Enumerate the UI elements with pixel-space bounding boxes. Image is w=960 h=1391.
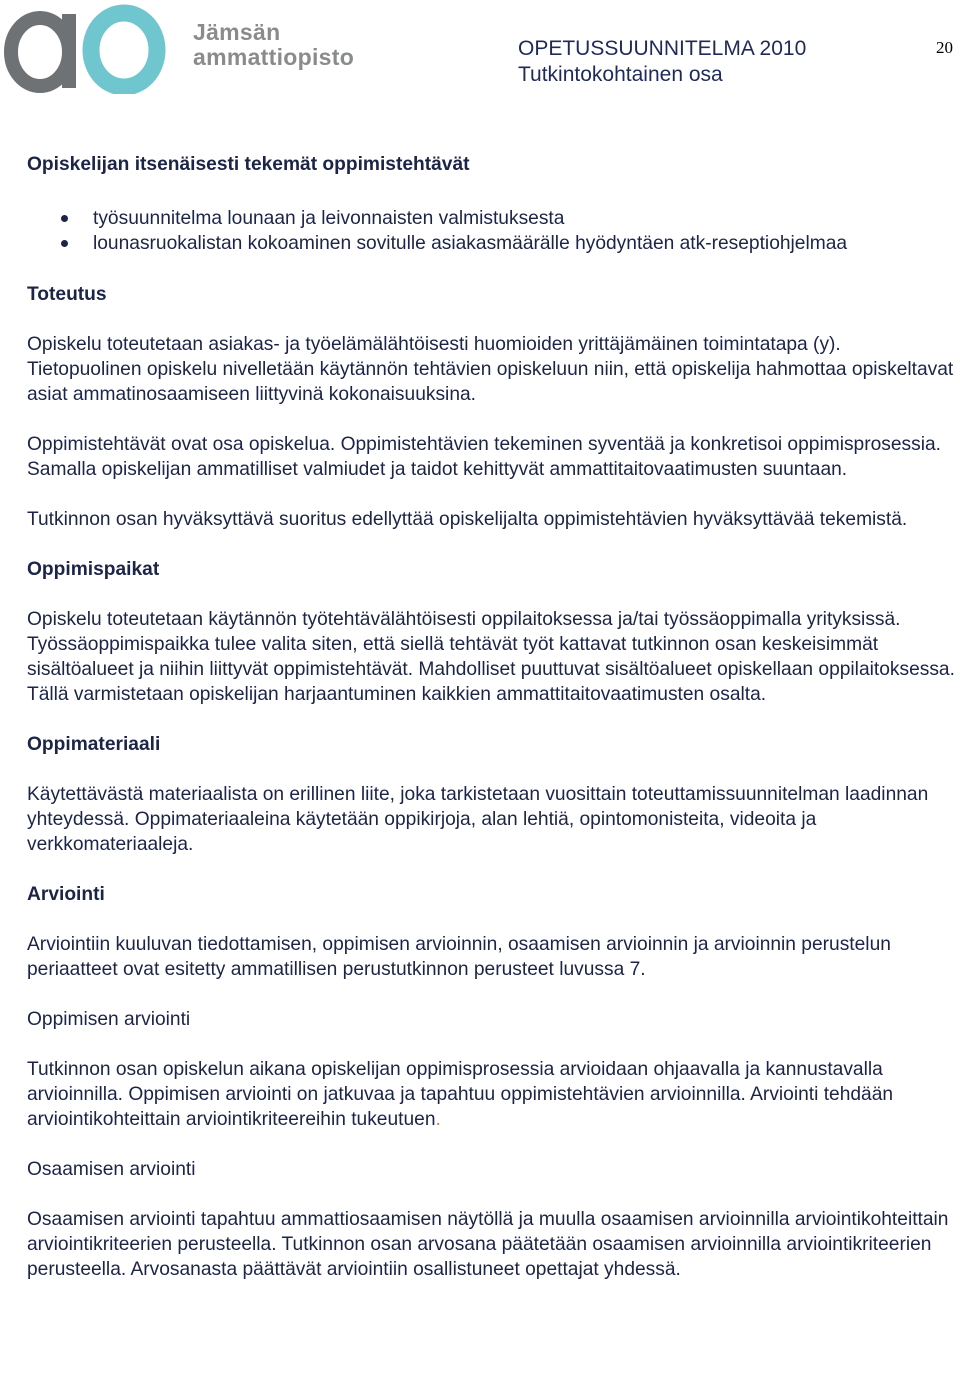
task-text: lounasruokalistan kokoaminen sovitulle asiakasmäärälle hyödyntäen atk-reseptiohjelmaa: [93, 233, 848, 254]
oppimispaikat-paragraph: Opiskelu toteutetaan käytännön työtehtävälähtöisesti oppilaitoksessa ja/tai työssäoppimalla yrityksissä. Työssäoppimispaikka tulee valita siten, että siellä tehtävät työt kattavat tutkinnon osan keskeisimmät sisältöalueet ja niihin liittyvät oppimistehtävät. Mahdolliset puuttuvat sisältöalueet opiskellaan oppilaitoksessa. Tällä varmistetaan opiskelijan harjaantuminen kaikkien ammattitaitovaatimusten osalta.: [27, 609, 955, 705]
period-mark: .: [435, 1109, 441, 1130]
page-header: [0, 0, 960, 100]
tasks-heading: Opiskelijan itsenäisesti tekemät oppimistehtävät: [27, 154, 470, 175]
osaamisen-arviointi-paragraph: Osaamisen arviointi tapahtuu ammattiosaamisen näytöllä ja muulla osaamisen arvioinnilla arviointikohteittain arviointikriteerien perusteella. Tutkinnon osan arvosana päätetään osaamisen arvioinnilla arviointikriteerien perusteella. Arvosanasta päättävät arviointiin osallistuneet opettajat yhdessä.: [27, 1209, 949, 1280]
oppimateriaali-paragraph: Käytettävästä materiaalista on erillinen liite, joka tarkistetaan vuosittain toteuttamissuunnitelman laadinnan yhteydessä. Oppimateriaaleina käytetään oppikirjoja, alan lehtiä, opintomonisteita, videoita ja verkkomateriaaleja.: [27, 784, 929, 855]
page-number: 20: [936, 38, 953, 57]
toteutus-paragraph-2: Oppimistehtävät ovat osa opiskelua. Oppimistehtävien tekeminen syventää ja konkretisoi oppimisprosessia. Samalla opiskelijan ammatilliset valmiudet ja taidot kehittyvät ammattitaitovaatimusten suuntaan.: [27, 434, 942, 480]
bullet-icon: [61, 215, 68, 222]
list-item: [27, 231, 957, 256]
toteutus-paragraph-3: Tutkinnon osan hyväksyttävä suoritus edellyttää opiskelijalta oppimistehtävien hyväksyttävää tekemistä.: [27, 509, 908, 530]
bullet-icon: [61, 240, 68, 247]
school-name-line1: Jämsän: [193, 19, 281, 45]
oppimisen-arviointi-paragraph: [27, 1057, 957, 1132]
oppimispaikat-heading: Oppimispaikat: [27, 559, 160, 580]
oppimateriaali-heading: Oppimateriaali: [27, 734, 161, 755]
document-body: [27, 152, 957, 1282]
school-name: [193, 20, 354, 70]
school-logo: [0, 2, 175, 94]
toteutus-heading: Toteutus: [27, 284, 107, 305]
document-subtitle: Tutkintokohtainen osa: [518, 63, 723, 86]
oppimisen-arviointi-heading: Oppimisen arviointi: [27, 1009, 191, 1030]
list-item: [27, 206, 957, 231]
task-text: työsuunnitelma lounaan ja leivonnaisten valmistuksesta: [93, 208, 565, 229]
toteutus-paragraph-1: Opiskelu toteutetaan asiakas- ja työelämälähtöisesti huomioiden yrittäjämäinen toimintatapa (y). Tietopuolinen opiskelu nivelletään käytännön tehtävien opiskeluun niin, että opiskelija hahmottaa opiskeltavat asiat ammatinosaamiseen liittyvinä kokonaisuuksina.: [27, 334, 954, 405]
oppimisen-arviointi-text: Tutkinnon osan opiskelun aikana opiskelijan oppimisprosessia arvioidaan ohjaavalla ja kannustavalla arvioinnilla. Oppimisen arviointi on jatkuvaa ja tapahtuu oppimistehtävien arvioinnilla. Arviointi tehdään arviointikohteittain arviointikriteereihin tukeutuen: [27, 1059, 894, 1130]
tasks-list: [27, 206, 957, 256]
osaamisen-arviointi-heading: Osaamisen arviointi: [27, 1159, 196, 1180]
arviointi-paragraph: Arviointiin kuuluvan tiedottamisen, oppimisen arvioinnin, osaamisen arvioinnin ja arvioinnin perustelun periaatteet ovat esitetty ammatillisen perustutkinnon perusteet luvussa 7.: [27, 934, 891, 980]
arviointi-heading: Arviointi: [27, 884, 105, 905]
school-name-line2: ammattiopisto: [193, 44, 355, 70]
document-title: OPETUSSUUNNITELMA 2010: [518, 37, 807, 60]
